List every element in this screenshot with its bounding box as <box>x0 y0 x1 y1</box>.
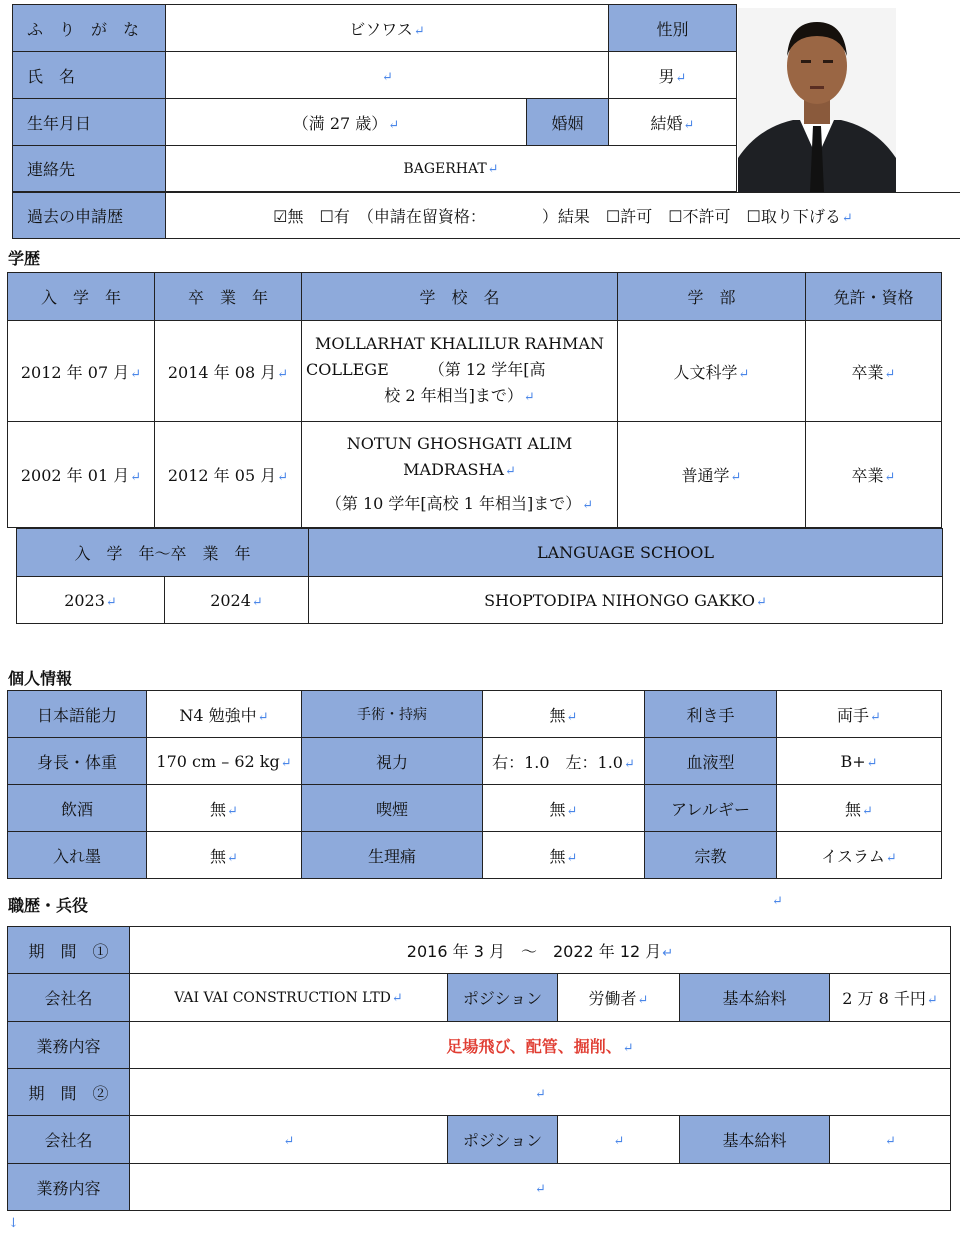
table-row: 飲酒 無↵ 喫煙 無↵ アレルギー 無↵ <box>8 785 942 832</box>
gender-label: 性別 <box>609 5 737 52</box>
drinking-label: 飲酒 <box>8 785 147 832</box>
school-name-line3[interactable]: （第 10 学年[高校 1 年相当]まで） <box>325 493 582 513</box>
position-value[interactable]: 労働者 <box>588 989 637 1008</box>
allergy-value[interactable]: 無 <box>845 799 862 819</box>
header-enter: 入 学 年 <box>8 273 155 321</box>
language-graduate[interactable]: 2024 <box>210 590 251 610</box>
faculty[interactable]: 人文科学 <box>673 362 738 382</box>
health-section-title: 個人情報 <box>8 669 73 688</box>
contact-value[interactable]: BAGERHAT <box>403 160 487 177</box>
duty-label: 業務内容 <box>8 1164 130 1211</box>
license[interactable]: 卒業 <box>851 362 884 382</box>
school-name-line1[interactable]: MOLLARHAT KHALILUR RAHMAN <box>314 334 604 353</box>
salary-label: 基本給料 <box>680 1116 830 1164</box>
personal-info-table: ふ り が な ビソワス↵ 性別 氏 名 ↵ 男↵ 生年月日 （満 27 歳）↵ 婚姻 結婚↵ 連絡先 BAGERHAT↵ <box>12 4 737 192</box>
health-info-table <box>7 690 942 879</box>
company-value[interactable]: VAI VAI CONSTRUCTION LTD <box>174 989 391 1006</box>
history-label: 過去の申請歴 <box>13 193 166 239</box>
salary-value[interactable]: 2 万 8 千円 <box>842 989 926 1008</box>
gender-value[interactable]: 男 <box>658 66 675 86</box>
school-name-line2[interactable]: COLLEGE （第 12 学年[高 <box>306 360 546 379</box>
header-license: 免許・資格 <box>806 273 942 321</box>
history-value[interactable]: ☑無 ☐有 （申請在留資格： ）結果 ☐許可 ☐不許可 ☐取り下げる <box>273 207 841 226</box>
name-label: 氏 名 <box>13 52 166 99</box>
handedness-label: 利き手 <box>645 691 777 738</box>
height-weight-label: 身長・体重 <box>8 738 147 785</box>
faculty[interactable]: 普通学 <box>681 466 730 485</box>
school-name-line3[interactable]: 校 2 年相当]まで） <box>384 386 523 405</box>
school-name-line1[interactable]: NOTUN GHOSHGATI ALIM <box>346 433 573 453</box>
height-weight-value[interactable]: 170 cm – 62 kg <box>156 751 280 771</box>
header-graduate: 卒 業 年 <box>155 273 302 321</box>
table-row: 身長・体重 170 cm – 62 kg↵ 視力 右：1.0 左：1.0↵ 血液型 B+↵ <box>8 738 942 785</box>
education-section-title: 学歴 <box>8 249 41 268</box>
position-label: ポジション <box>448 974 558 1022</box>
contact-label: 連絡先 <box>13 146 166 192</box>
career-table <box>7 926 951 1211</box>
graduate-date[interactable]: 2014 年 08 月 <box>167 362 277 382</box>
table-row: 日本語能力 N4 勉強中↵ 手術・持病 無↵ 利き手 両手↵ <box>8 691 942 738</box>
paragraph-mark: ↓ <box>8 1216 19 1231</box>
table-row: 会社名 VAI VAI CONSTRUCTION LTD↵ ポジション 労働者↵ 基本給料 2 万 8 千円↵ <box>8 974 951 1022</box>
surgery-label: 手術・持病 <box>302 691 483 738</box>
language-enter[interactable]: 2023 <box>64 590 105 610</box>
furigana-value[interactable]: ビソワス <box>349 19 413 39</box>
graduate-date[interactable]: 2012 年 05 月 <box>167 466 277 485</box>
surgery-value[interactable]: 無 <box>549 705 566 725</box>
portrait-image <box>738 8 896 192</box>
blood-type-label: 血液型 <box>645 738 777 785</box>
language-header-years: 入 学 年～卒 業 年 <box>17 529 309 577</box>
paragraph-mark: ↵ <box>772 894 783 909</box>
language-school-table <box>16 528 943 624</box>
table-row: 2002 年 01 月↵ 2012 年 05 月↵ NOTUN GHOSHGATI ALIM MADRASHA↵ （第 10 学年[高校 1 年相当]まで）↵ 普通学↵ 卒業↵ <box>8 422 942 528</box>
table-row: 期 間 ② ↵ <box>8 1069 951 1116</box>
marriage-value[interactable]: 結婚 <box>650 113 683 133</box>
license[interactable]: 卒業 <box>851 466 884 485</box>
smoking-label: 喫煙 <box>302 785 483 832</box>
smoking-value[interactable]: 無 <box>549 799 566 819</box>
table-row: 業務内容 足場飛び、配管、掘削、↵ <box>8 1022 951 1069</box>
japanese-value[interactable]: N4 勉強中 <box>179 705 257 725</box>
header-school: 学 校 名 <box>302 273 618 321</box>
table-row: 会社名 ↵ ポジション ↵ 基本給料 ↵ <box>8 1116 951 1164</box>
tattoo-value[interactable]: 無 <box>210 846 227 866</box>
period1-label: 期 間 ① <box>8 927 130 974</box>
marriage-label: 婚姻 <box>527 99 609 146</box>
allergy-label: アレルギー <box>645 785 777 832</box>
period2-label: 期 間 ② <box>8 1069 130 1116</box>
menstrual-label: 生理痛 <box>302 832 483 879</box>
tattoo-label: 入れ墨 <box>8 832 147 879</box>
company-label: 会社名 <box>8 1116 130 1164</box>
enter-date[interactable]: 2002 年 01 月 <box>20 466 130 485</box>
religion-value[interactable]: イスラム <box>821 846 885 866</box>
application-history-table: 過去の申請歴 ☑無 ☐有 （申請在留資格： ）結果 ☐許可 ☐不許可 ☐取り下げる↵ <box>12 192 960 239</box>
age-value[interactable]: （満 27 歳） <box>292 113 388 133</box>
period1-value[interactable]: 2016 年 3 月 ～ 2022 年 12 月 <box>406 941 662 961</box>
furigana-label: ふ り が な <box>13 5 166 52</box>
menstrual-value[interactable]: 無 <box>549 846 566 866</box>
handedness-value[interactable]: 両手 <box>837 705 870 725</box>
drinking-value[interactable]: 無 <box>210 799 227 819</box>
salary-label: 基本給料 <box>680 974 830 1022</box>
company-label: 会社名 <box>8 974 130 1022</box>
duty-label: 業務内容 <box>8 1022 130 1069</box>
table-row: 業務内容 ↵ <box>8 1164 951 1211</box>
religion-label: 宗教 <box>645 832 777 879</box>
school-name-line2[interactable]: MADRASHA <box>403 459 504 479</box>
applicant-photo <box>738 8 896 192</box>
table-row: 2012 年 07 月↵ 2014 年 08 月↵ MOLLARHAT KHALILUR RAHMAN COLLEGE （第 12 学年[高 校 2 年相当]まで）↵ 人文科学↵ 卒業↵ <box>8 321 942 422</box>
birth-label: 生年月日 <box>13 99 166 146</box>
japanese-label: 日本語能力 <box>8 691 147 738</box>
table-row: 2023↵ 2024↵ SHOPTODIPA NIHONGO GAKKO↵ <box>17 577 943 624</box>
education-table <box>7 272 942 528</box>
header-faculty: 学 部 <box>618 273 806 321</box>
eyesight-value[interactable]: 右：1.0 左：1.0 <box>492 752 623 772</box>
language-school-name[interactable]: SHOPTODIPA NIHONGO GAKKO <box>484 590 756 610</box>
blood-type-value[interactable]: B+ <box>840 751 866 771</box>
table-row: 期 間 ① 2016 年 3 月 ～ 2022 年 12 月↵ <box>8 927 951 974</box>
eyesight-label: 視力 <box>302 738 483 785</box>
language-header-school: LANGUAGE SCHOOL <box>309 529 943 577</box>
career-section-title: 職歴・兵役 <box>8 896 89 915</box>
table-row: 入れ墨 無↵ 生理痛 無↵ 宗教 イスラム↵ <box>8 832 942 879</box>
position-label: ポジション <box>448 1116 558 1164</box>
enter-date[interactable]: 2012 年 07 月 <box>20 362 130 382</box>
duty-value[interactable]: 足場飛び、配管、掘削、 <box>446 1036 622 1056</box>
